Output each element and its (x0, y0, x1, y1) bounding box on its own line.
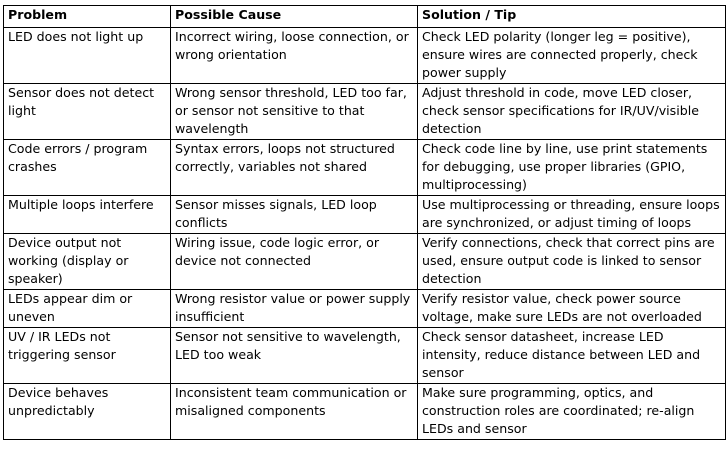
cause-cell: Syntax errors, loops not structured correctly, variables not shared (171, 140, 418, 196)
header-possible-cause: Possible Cause (171, 6, 418, 28)
problem-cell: Multiple loops interfere (4, 196, 171, 234)
solution-cell: Check sensor datasheet, increase LED intensity, reduce distance between LED and sensor (418, 328, 726, 384)
table-header-row (4, 6, 726, 28)
table-row (4, 84, 726, 140)
problem-cell: Code errors / program crashes (4, 140, 171, 196)
table-row (4, 196, 726, 234)
solution-cell: Verify resistor value, check power source voltage, make sure LEDs are not overloaded (418, 290, 726, 328)
problem-cell: LEDs appear dim or uneven (4, 290, 171, 328)
solution-cell: Use multiprocessing or threading, ensure loops are synchronized, or adjust timing of loops (418, 196, 726, 234)
table-row (4, 290, 726, 328)
header-problem: Problem (4, 6, 171, 28)
problem-cell: Sensor does not detect light (4, 84, 171, 140)
cause-cell: Wiring issue, code logic error, or device not connected (171, 234, 418, 290)
table-row (4, 28, 726, 84)
cause-cell: Sensor not sensitive to wavelength, LED too weak (171, 328, 418, 384)
problem-cell: UV / IR LEDs not triggering sensor (4, 328, 171, 384)
cause-cell: Sensor misses signals, LED loop conflicts (171, 196, 418, 234)
solution-cell: Adjust threshold in code, move LED closer, check sensor specifications for IR/UV/visible detection (418, 84, 726, 140)
cause-cell: Wrong sensor threshold, LED too far, or sensor not sensitive to that wavelength (171, 84, 418, 140)
cause-cell: Wrong resistor value or power supply insufficient (171, 290, 418, 328)
solution-cell: Check LED polarity (longer leg = positive), ensure wires are connected properly, check power supply (418, 28, 726, 84)
cause-cell: Incorrect wiring, loose connection, or wrong orientation (171, 28, 418, 84)
header-solution-tip: Solution / Tip (418, 6, 726, 28)
solution-cell: Verify connections, check that correct pins are used, ensure output code is linked to sensor detection (418, 234, 726, 290)
solution-cell: Check code line by line, use print statements for debugging, use proper libraries (GPIO, multiprocessing) (418, 140, 726, 196)
cause-cell: Inconsistent team communication or misaligned components (171, 384, 418, 440)
troubleshooting-table (3, 5, 726, 440)
table-row (4, 328, 726, 384)
problem-cell: Device behaves unpredictably (4, 384, 171, 440)
table-row (4, 234, 726, 290)
problem-cell: Device output not working (display or speaker) (4, 234, 171, 290)
table-row (4, 384, 726, 440)
table-row (4, 140, 726, 196)
solution-cell: Make sure programming, optics, and construction roles are coordinated; re-align LEDs and sensor (418, 384, 726, 440)
problem-cell: LED does not light up (4, 28, 171, 84)
